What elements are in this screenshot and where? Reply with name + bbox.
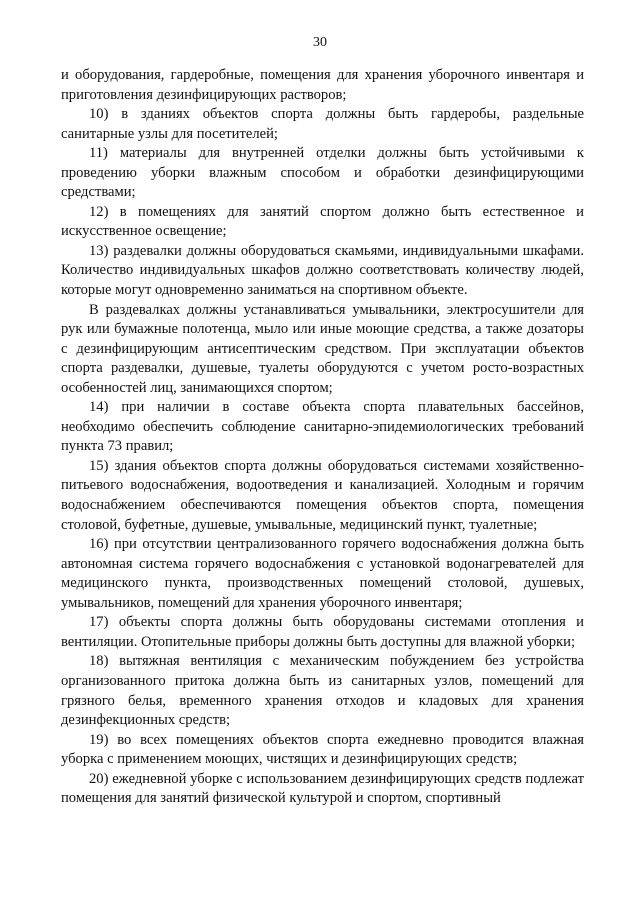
paragraph-item-18: 18) вытяжная вентиляция с механическим побуждением без устройства организованного притока должна быть из санитарных узлов, помещений для грязного белья, временного хранения отходов и кладовых для хранения дезинфекционных средств; xyxy=(61,653,584,729)
paragraph-item-19: 19) во всех помещениях объектов спорта ежедневно проводится влажная уборка с применением моющих, чистящих и дезинфицирующих средств; xyxy=(61,731,584,768)
paragraph-item-11: 11) материалы для внутренней отделки должны быть устойчивыми к проведению уборки влажным способом и обработки дезинфицирующими средствами; xyxy=(61,145,584,201)
paragraph-item-13: 13) раздевалки должны оборудоваться скамьями, индивидуальными шкафами. Количество индивидуальных шкафов должно соответствовать количеству людей, которые могут одновременно заниматься на спортивном объекте. xyxy=(61,242,584,299)
paragraph-item-12: 12) в помещениях для занятий спортом должно быть естественное и искусственное освещение; xyxy=(61,203,584,240)
paragraph-item-20: 20) ежедневной уборке с использованием дезинфицирующих средств подлежат помещения для занятий физической культурой и спортом, спортивный xyxy=(61,770,584,807)
paragraph-item-10: 10) в зданиях объектов спорта должны быть гардеробы, раздельные санитарные узлы для посетителей; xyxy=(61,106,584,142)
document-body xyxy=(61,66,584,809)
paragraph-continuation: и оборудования, гардеробные, помещения для хранения уборочного инвентаря и приготовления дезинфицирующих растворов; xyxy=(61,67,584,103)
paragraph-locker-rooms: В раздевалках должны устанавливаться умывальники, электросушители для рук или бумажные полотенца, мыло или иные моющие средства, а также дозаторы с дезинфицирующим антисептическим средством. При эксплуатации объектов спорта раздевалки, душевые, туалеты оборудуются с учетом росто-возрастных особенностей лиц, занимающихся спортом; xyxy=(61,301,584,396)
paragraph-item-17: 17) объекты спорта должны быть оборудованы системами отопления и вентиляции. Отопительные приборы должны быть доступны для влажной уборки; xyxy=(61,614,584,650)
paragraph-item-16: 16) при отсутствии централизованного горячего водоснабжения должна быть автономная система горячего водоснабжения с установкой водонагревателей для медицинского пункта, производственных помещений столовой, душевых, умывальников, помещений для хранения уборочного инвентаря; xyxy=(61,536,584,611)
paragraph-item-15: 15) здания объектов спорта должны оборудоваться системами хозяйственно-питьевого водоснабжения, водоотведения и канализацией. Холодным и горячим водоснабжением обеспечиваются помещения объектов спорта, помещения столовой, буфетные, душевые, умывальные, медицинский пункт, туалетные; xyxy=(61,457,584,533)
page-number: 30 xyxy=(313,35,327,50)
paragraph-item-14: 14) при наличии в составе объекта спорта плавательных бассейнов, необходимо обеспечить соблюдение санитарно-эпидемиологических требований пункта 73 правил; xyxy=(61,399,584,455)
